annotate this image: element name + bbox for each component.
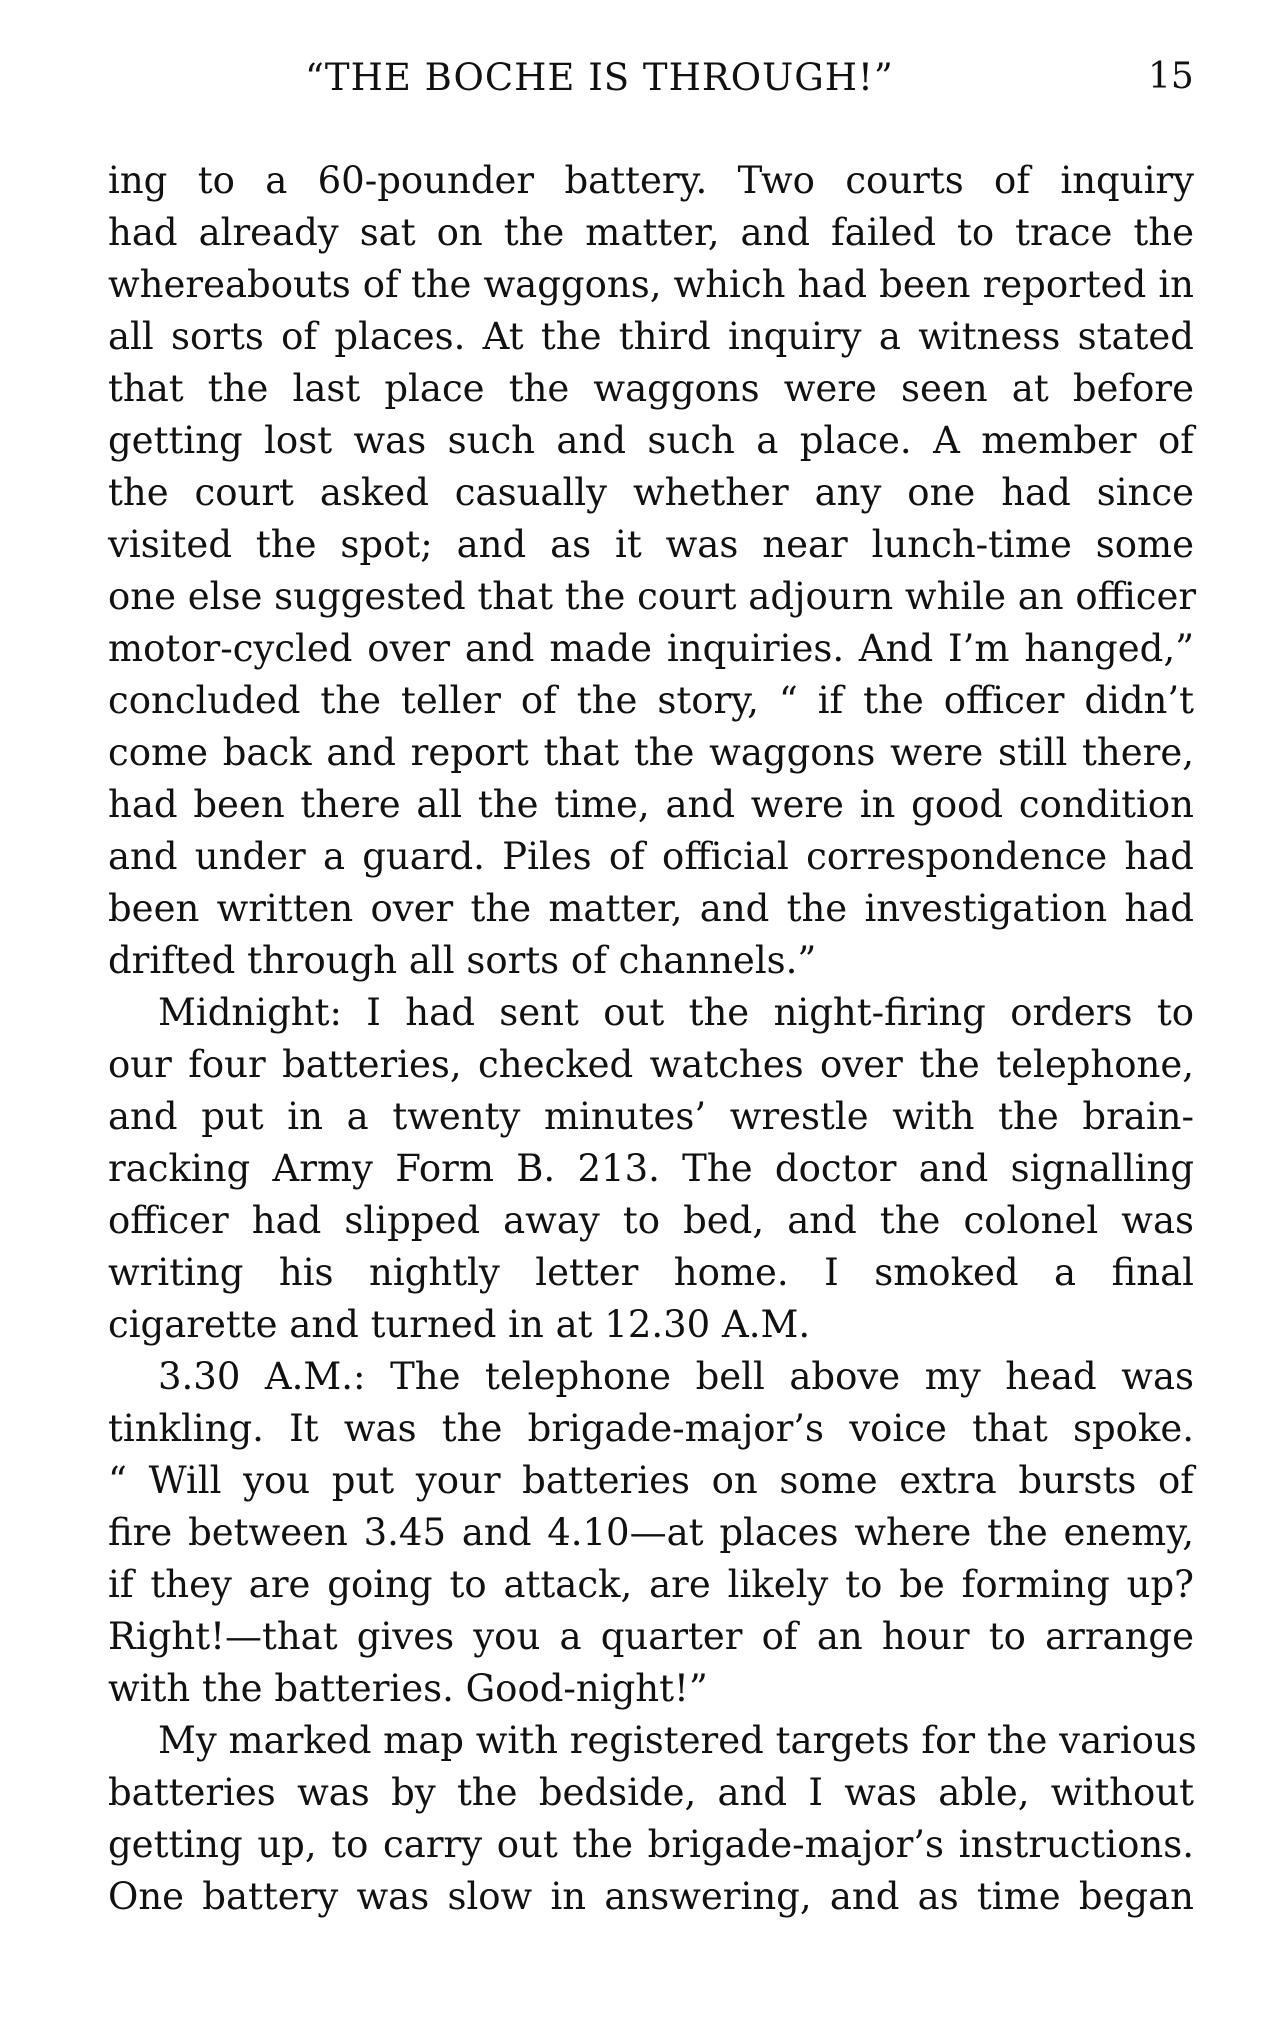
paragraph-first-line: Midnight: I had sent out the night-firing orders to	[158, 991, 1194, 1034]
text-line: Right!—that gives you a quarter of an hour to arrange	[108, 1615, 1194, 1658]
running-title: “THE BOCHE IS THROUGH!”	[305, 56, 894, 99]
text-line: ing to a 60-pounder battery. Two courts of inquiry	[108, 159, 1194, 202]
text-line: that the last place the waggons were seen at before	[108, 367, 1194, 410]
text-line: had already sat on the matter, and failed to trace the	[108, 211, 1194, 254]
text-line: all sorts of places. At the third inquiry a witness stated	[108, 315, 1194, 358]
paragraph-first-line: My marked map with registered targets for the various	[158, 1719, 1197, 1762]
text-line: One battery was slow in answering, and as time began	[108, 1875, 1194, 1918]
text-line: with the batteries. Good-night!”	[108, 1667, 708, 1710]
text-line: concluded the teller of the story, “ if the officer didn’t	[108, 679, 1194, 722]
text-line: getting up, to carry out the brigade-major’s instructions.	[108, 1823, 1194, 1866]
text-line: and put in a twenty minutes’ wrestle with the brain-	[108, 1095, 1194, 1138]
text-line: and under a guard. Piles of official correspondence had	[108, 835, 1194, 878]
text-line: racking Army Form B. 213. The doctor and signalling	[108, 1147, 1194, 1190]
text-line: batteries was by the bedside, and I was able, without	[108, 1771, 1194, 1814]
text-line: officer had slipped away to bed, and the colonel was	[108, 1199, 1194, 1242]
text-line: come back and report that the waggons were still there,	[108, 731, 1194, 774]
text-line: motor-cycled over and made inquiries. And I’m hanged,”	[108, 627, 1194, 670]
text-line: writing his nightly letter home. I smoked a final	[108, 1251, 1194, 1294]
text-line: had been there all the time, and were in good condition	[108, 783, 1194, 826]
paragraph-first-line: 3.30 A.M.: The telephone bell above my head was	[158, 1355, 1194, 1398]
text-line: our four batteries, checked watches over the telephone,	[108, 1043, 1194, 1086]
text-line: drifted through all sorts of channels.”	[108, 939, 817, 982]
text-line: “ Will you put your batteries on some extra bursts of	[108, 1459, 1194, 1502]
text-line: getting lost was such and such a place. A member of	[108, 419, 1194, 462]
text-line: one else suggested that the court adjourn while an officer	[108, 575, 1197, 618]
page-number: 15	[1148, 56, 1194, 97]
text-line: been written over the matter, and the investigation had	[108, 887, 1194, 930]
text-line: cigarette and turned in at 12.30 A.M.	[108, 1303, 811, 1346]
text-line: the court asked casually whether any one had since	[108, 471, 1194, 514]
text-line: tinkling. It was the brigade-major’s voice that spoke.	[108, 1407, 1194, 1450]
text-line: fire between 3.45 and 4.10—at places where the enemy,	[108, 1511, 1194, 1554]
text-line: visited the spot; and as it was near lunch-time some	[108, 523, 1194, 566]
text-line: if they are going to attack, are likely to be forming up?	[108, 1563, 1194, 1606]
text-line: whereabouts of the waggons, which had been reported in	[108, 263, 1194, 306]
